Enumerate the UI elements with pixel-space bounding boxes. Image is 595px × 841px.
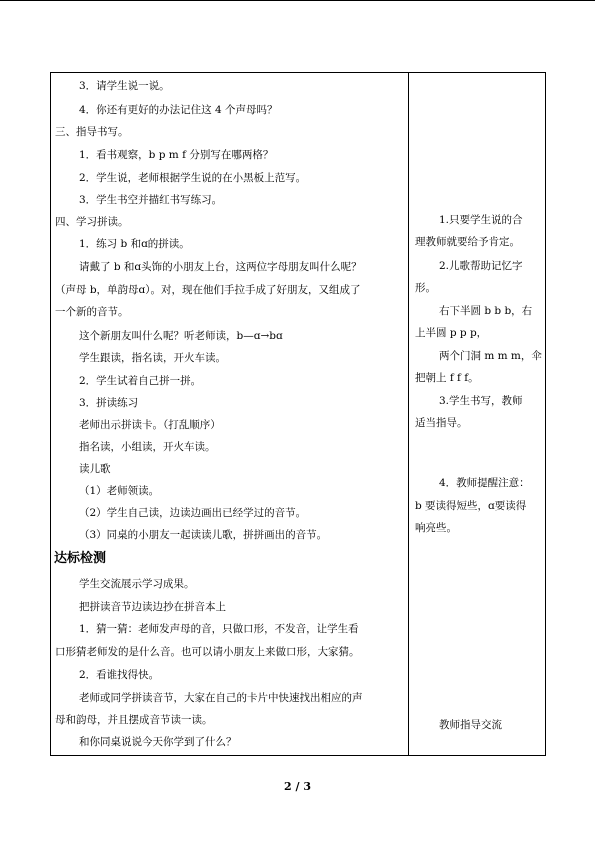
note-line: 两个门洞 m m m，伞 [439,350,542,362]
text-line: 把拼读音节边读边抄在拼音本上 [79,601,226,613]
note-line: 1.只要学生说的合 [439,214,523,226]
section-heading: 达标检测 [54,551,107,566]
text-line: 请戴了 b 和ɑ头饰的小朋友上台，这两位字母朋友叫什么呢？ [79,261,362,273]
text-line: 1．练习 b 和ɑ的拼读。 [79,238,190,250]
text-line: 3．学生书空并描红书写练习。 [79,194,223,206]
text-line: 这个新朋友叫什么呢？听老师读，b—ɑ→bɑ [79,330,283,342]
text-line: 3．拼读练习 [79,397,139,409]
text-line: 2．学生试着自己拼一拼。 [79,375,202,387]
lesson-procedure-column [51,73,408,755]
text-line: （2）学生自己读，边读边画出已经学过的音节。 [79,507,307,519]
text-line: 学生跟读，指名读，开火车读。 [79,352,226,364]
note-line: 右下半圆 b b b，右 [439,305,533,317]
text-line: 指名读，小组读，开火车读。 [79,441,216,453]
note-line: 教师指导交流 [439,719,502,731]
text-line: 口形猜老师发的是什么音。也可以请小朋友上来做口形，大家猜。 [55,646,360,658]
text-line: 学生交流展示学习成果。 [79,578,195,590]
text-line: （声母 b，单韵母ɑ）。对，现在他们手拉手成了好朋友，又组成了 [55,284,361,296]
text-line: 4．你还有更好的办法记住这 4 个声母吗？ [79,104,278,116]
note-line: 2.儿歌帮助记忆字 [439,260,523,272]
note-line: 响亮些。 [415,522,457,534]
text-line: 母和韵母，并且摆成音节读一读。 [55,714,213,726]
note-line: 理教师就要给予肯定。 [415,236,520,248]
text-line: 老师或同学拼读音节，大家在自己的卡片中快速找出相应的声 [79,692,363,704]
text-line: （1）老师领读。 [79,485,160,497]
text-line: 2．学生说，老师根据学生说的在小黑板上范写。 [79,172,307,184]
page-number: 2 / 3 [284,780,311,793]
text-line: 一个新的音节。 [55,306,129,318]
text-line: （3）同桌的小朋友一起读读儿歌，拼拼画出的音节。 [79,529,328,541]
note-line: 把朝上 f f f。 [415,372,479,384]
section-title: 三、指导书写。 [55,126,129,138]
text-line: 读儿歌 [79,463,111,475]
teacher-notes-column [409,73,545,755]
text-line: 老师出示拼读卡。（打乱顺序） [79,419,221,431]
note-line: 上半圆 p p p， [415,327,488,339]
text-line: 和你同桌说说今天你学到了什么？ [79,736,237,748]
text-line: 2．看谁找得快。 [79,669,160,681]
text-line: 1．猜一猜：老师发声母的音，只做口形，不发音，让学生看 [79,623,359,635]
note-line: 3.学生书写，教师 [439,395,523,407]
lesson-table [50,72,546,756]
note-line: b 要读得短些，ɑ要读得 [415,500,527,512]
header-rule [0,0,595,1]
note-line: 4．教师提醒注意： [439,477,530,489]
section-title: 四、学习拼读。 [55,216,129,228]
text-line: 3．请学生说一说。 [79,80,170,92]
note-line: 形。 [415,282,436,294]
note-line: 适当指导。 [415,417,468,429]
text-line: 1．看书观察，b p m f 分别写在哪两格？ [79,149,274,161]
